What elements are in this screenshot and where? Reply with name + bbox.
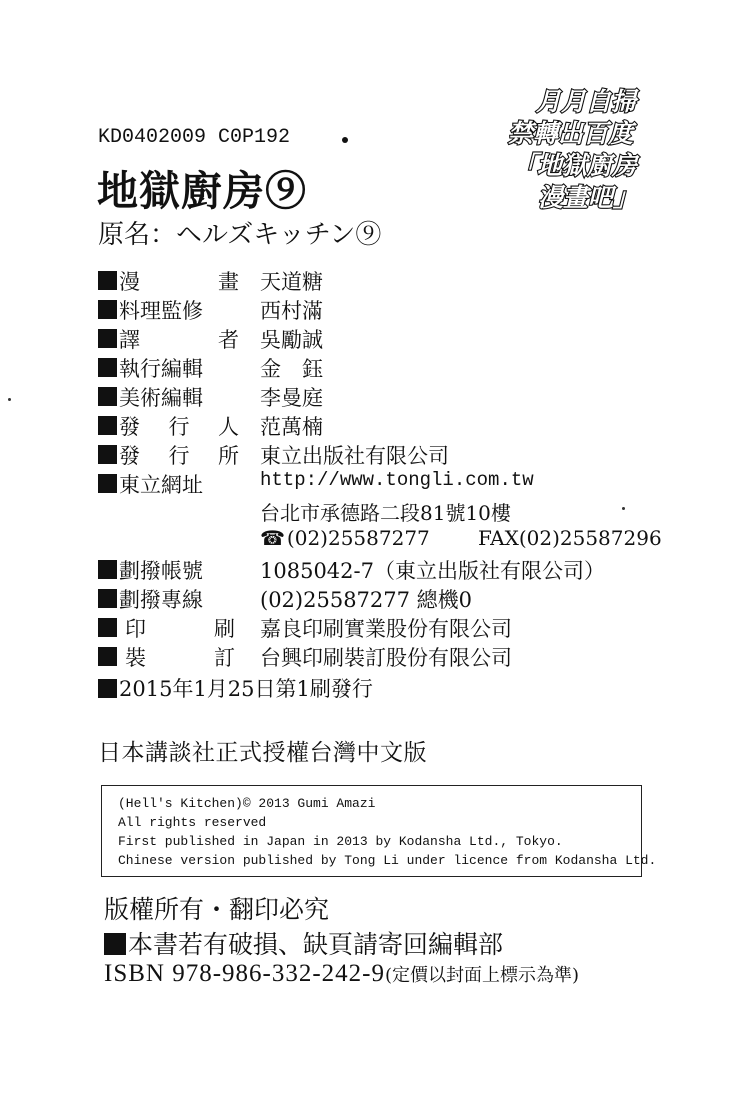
rights-reserved: 版權所有・翻印必究 [104,895,330,924]
scan-speck [8,398,11,401]
credit-value: 天道糖 [260,270,323,294]
square-bullet [98,445,117,464]
credit-row-executive-editor [98,353,658,383]
edition-line [98,673,373,703]
svg-text:「地獄廚房: 「地獄廚房 [512,151,638,180]
copyright-box [101,785,657,877]
scanlation-stamp [500,84,670,214]
credit-label: 劃撥帳號 [119,559,203,583]
square-bullet [98,589,117,608]
credit-label: 發 行 人 [119,415,239,439]
credit-row-binding [98,642,658,672]
copyright-line: All rights reserved [118,815,267,830]
square-bullet [98,358,117,377]
svg-text:禁轉出百度: 禁轉出百度 [508,119,634,148]
svg-text:月月自掃: 月月自掃 [536,87,637,116]
credit-row-cooking-supervisor [98,295,658,325]
credit-label: 東立網址 [119,473,203,497]
square-bullet [98,300,117,319]
credit-label: 料理監修 [119,299,203,323]
phone-number: (02)25587277 [286,526,430,550]
book-title: 地獄廚房⑨ [97,167,307,215]
square-bullet [98,560,117,579]
defect-text: 本書若有破損、缺頁請寄回編輯部 [128,930,504,959]
phone-line [260,526,430,550]
credit-label: 印 刷 [125,617,235,641]
scan-speck [622,507,625,510]
credit-row-publisher [98,411,658,441]
credit-value: 1085042-7（東立出版社有限公司） [260,559,605,583]
credit-value: 范萬楠 [260,415,323,439]
square-bullet [104,933,126,955]
square-bullet [98,679,117,698]
license-statement: 日本講談社正式授權台灣中文版 [98,740,427,766]
isbn-code: ISBN 978-986-332-242-9 [104,960,386,987]
fax-number: FAX(02)25587296 [478,526,662,550]
credit-value: 金 鈺 [260,357,323,381]
credit-row-art-editor [98,382,658,412]
credit-label: 譯 者 [119,328,239,352]
square-bullet [98,329,117,348]
product-code: KD0402009 C0P192 [98,126,291,149]
credit-value: 嘉良印刷實業股份有限公司 [260,617,512,641]
square-bullet [98,387,117,406]
credit-row-translator [98,324,658,354]
credit-value: 李曼庭 [260,386,323,410]
square-bullet [98,474,117,493]
credit-row-transfer-hotline [98,584,658,614]
credit-label: 劃撥專線 [119,588,203,612]
square-bullet [98,271,117,290]
decorative-dot [342,137,348,143]
credit-label: 裝 訂 [125,646,235,670]
edition-text: 2015年1月25日第1刷發行 [119,677,373,701]
credit-row-manga [98,266,658,296]
credit-row-website [98,469,658,499]
copyright-line: Chinese version published by Tong Li under licence from Kodansha Ltd. [118,853,657,868]
defect-notice [104,925,503,961]
credit-label: 美術編輯 [119,386,203,410]
credit-value: 吳勵誠 [260,328,323,352]
credit-value: 台興印刷裝訂股份有限公司 [260,646,512,670]
credit-value: 東立出版社有限公司 [260,444,449,468]
copyright-line: First published in Japan in 2013 by Kodansha Ltd., Tokyo. [118,834,563,849]
square-bullet [98,647,117,666]
publisher-address: 台北市承德路二段81號10樓 [260,501,511,525]
credit-value: 西村滿 [260,299,323,323]
credit-row-publishing-house [98,440,658,470]
svg-text:漫畫吧」: 漫畫吧」 [538,183,639,212]
original-title: 原名：ヘルズキッチン⑨ [98,220,382,250]
website-url: http://www.tongli.com.tw [260,469,534,491]
copyright-line: (Hell's Kitchen)© 2013 Gumi Amazi [118,796,376,811]
square-bullet [98,618,117,637]
isbn-line [104,958,579,988]
square-bullet [98,416,117,435]
price-note: (定價以封面上標示為準) [385,965,580,986]
credit-value: (02)25587277 總機0 [260,588,473,612]
credit-label: 發 行 所 [119,444,239,468]
credit-row-transfer-account [98,555,658,585]
credit-row-printing [98,613,658,643]
telephone-icon: ☎ [260,526,285,550]
credit-label: 執行編輯 [119,357,203,381]
credit-label: 漫 畫 [119,270,239,294]
